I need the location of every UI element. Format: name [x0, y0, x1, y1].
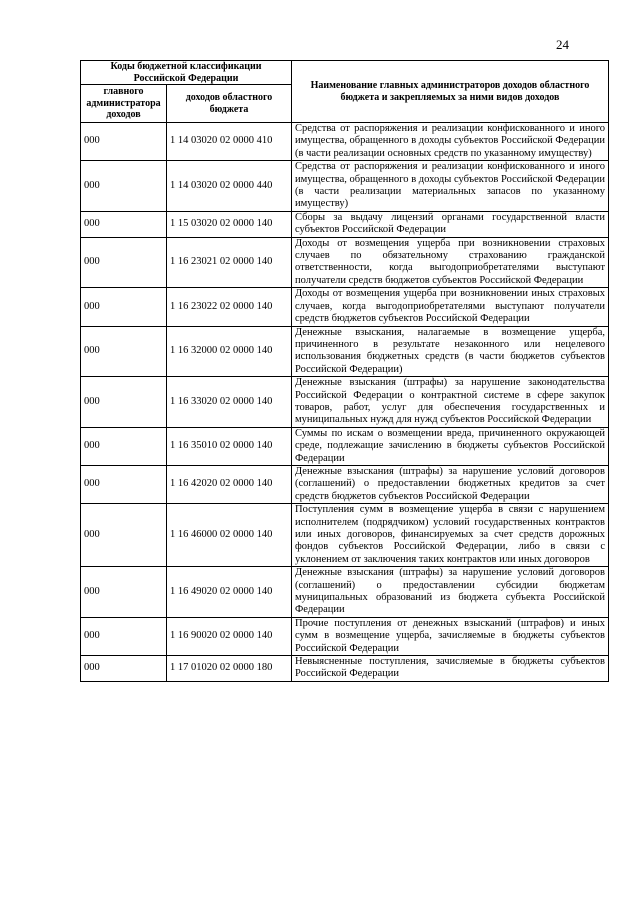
header-budget-classification: Коды бюджетной классификации Российской Федерации	[81, 61, 292, 85]
income-name-cell: Денежные взыскания (штрафы) за нарушение условий договоров (соглашений) о предоставлении субсидии бюджетам муниципальных образований из бюджета субъекта Российской Федерации	[292, 567, 609, 618]
table-row	[81, 211, 609, 237]
income-name-cell: Денежные взыскания (штрафы) за нарушение условий договоров (соглашений) о предоставлении бюджетных кредитов за счет средств бюджетов субъектов Российской Федерации	[292, 465, 609, 503]
page-number: 24	[556, 37, 569, 52]
table-row	[81, 427, 609, 465]
income-name-cell: Невыясненные поступления, зачисляемые в бюджеты субъектов Российской Федерации	[292, 656, 609, 682]
admin-code-cell: 000	[81, 161, 167, 212]
income-name-cell: Доходы от возмещения ущерба при возникновении страховых случаев по обязательному страхованию гражданской ответственности, когда выгодоприобретателями выступают получатели средств бюджетов субъектов Российской Федерации	[292, 237, 609, 288]
table-row	[81, 617, 609, 655]
table-row	[81, 123, 609, 161]
table-row	[81, 161, 609, 212]
admin-code-cell: 000	[81, 465, 167, 503]
admin-code-cell: 000	[81, 504, 167, 567]
income-name-cell: Доходы от возмещения ущерба при возникновении иных страховых случаев, когда выгодоприобретателями выступают получатели средств бюджетов субъектов Российской Федерации	[292, 288, 609, 326]
admin-code-cell: 000	[81, 237, 167, 288]
income-code-cell: 1 16 46000 02 0000 140	[167, 504, 292, 567]
income-name-cell: Денежные взыскания, налагаемые в возмещение ущерба, причиненного в результате незаконного или нецелевого использования бюджетных средств (в части бюджетов субъектов Российской Федерации)	[292, 326, 609, 377]
income-name-cell: Средства от распоряжения и реализации конфискованного и иного имущества, обращенного в доходы субъектов Российской Федерации (в части реализации материальных запасов по указанному имуществу)	[292, 161, 609, 212]
table-row	[81, 237, 609, 288]
income-name-cell: Суммы по искам о возмещении вреда, причиненного окружающей среде, подлежащие зачислению в бюджеты субъектов Российской Федерации	[292, 427, 609, 465]
admin-code-cell: 000	[81, 326, 167, 377]
income-name-cell: Сборы за выдачу лицензий органами государственной власти субъектов Российской Федерации	[292, 211, 609, 237]
admin-code-cell: 000	[81, 656, 167, 682]
table-row	[81, 465, 609, 503]
income-code-cell: 1 16 23022 02 0000 140	[167, 288, 292, 326]
admin-code-cell: 000	[81, 211, 167, 237]
admin-code-cell: 000	[81, 288, 167, 326]
income-code-cell: 1 16 42020 02 0000 140	[167, 465, 292, 503]
income-name-cell: Прочие поступления от денежных взысканий (штрафов) и иных сумм в возмещение ущерба, зачисляемые в бюджеты субъектов Российской Федерации	[292, 617, 609, 655]
table-row	[81, 656, 609, 682]
income-code-cell: 1 14 03020 02 0000 440	[167, 161, 292, 212]
header-main-administrator: главного администратора доходов	[81, 85, 167, 123]
table-row	[81, 567, 609, 618]
admin-code-cell: 000	[81, 123, 167, 161]
admin-code-cell: 000	[81, 377, 167, 428]
admin-code-cell: 000	[81, 427, 167, 465]
table-row	[81, 288, 609, 326]
income-code-cell: 1 16 35010 02 0000 140	[167, 427, 292, 465]
income-code-cell: 1 16 23021 02 0000 140	[167, 237, 292, 288]
income-code-cell: 1 16 49020 02 0000 140	[167, 567, 292, 618]
table-row	[81, 504, 609, 567]
income-code-cell: 1 15 03020 02 0000 140	[167, 211, 292, 237]
income-code-cell: 1 16 33020 02 0000 140	[167, 377, 292, 428]
header-regional-income: доходов областного бюджета	[167, 85, 292, 123]
income-code-cell: 1 14 03020 02 0000 410	[167, 123, 292, 161]
admin-code-cell: 000	[81, 567, 167, 618]
header-administrator-name: Наименование главных администраторов доходов областного бюджета и закрепляемых за ними видов доходов	[292, 61, 609, 123]
income-code-cell: 1 17 01020 02 0000 180	[167, 656, 292, 682]
income-name-cell: Денежные взыскания (штрафы) за нарушение законодательства Российской Федерации о контрактной системе в сфере закупок товаров, работ, услуг для обеспечения государственных и муниципальных нужд для нужд субъектов Российской Федерации	[292, 377, 609, 428]
table-body	[81, 123, 609, 682]
income-name-cell: Поступления сумм в возмещение ущерба в связи с нарушением исполнителем (подрядчиком) условий государственных контрактов или иных договоров, финансируемых за счет средств дорожных фондов субъектов Российской Федерации, либо в связи с уклонением от заключения таких контрактов или иных договоров	[292, 504, 609, 567]
table-row	[81, 326, 609, 377]
budget-codes-table	[80, 60, 609, 682]
income-code-cell: 1 16 32000 02 0000 140	[167, 326, 292, 377]
admin-code-cell: 000	[81, 617, 167, 655]
income-code-cell: 1 16 90020 02 0000 140	[167, 617, 292, 655]
table-row	[81, 377, 609, 428]
income-name-cell: Средства от распоряжения и реализации конфискованного и иного имущества, обращенного в доходы субъектов Российской Федерации (в части реализации основных средств по указанному имуществу)	[292, 123, 609, 161]
